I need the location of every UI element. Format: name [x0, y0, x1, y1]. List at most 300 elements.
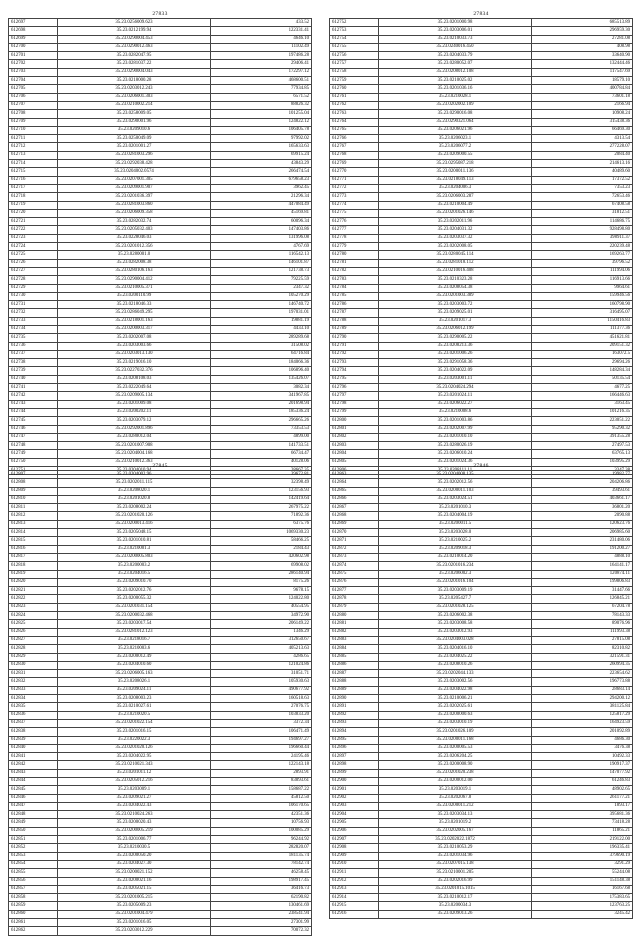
table-row	[330, 433, 633, 441]
row-id-cell: 612777	[330, 226, 379, 234]
row-id-cell: 612845	[9, 786, 58, 794]
table-block-4	[329, 462, 633, 919]
row-id-cell: 612791	[330, 342, 379, 350]
amount-cell: 7353.23	[532, 184, 633, 192]
table-row	[330, 284, 633, 292]
table-row	[330, 400, 633, 408]
row-id-cell: 612804	[330, 450, 379, 458]
amount-cell: 142419.64	[211, 495, 312, 503]
account-code-cell: 35.23.0200011.5	[379, 520, 532, 528]
account-code-cell: 35.23.0202002.109	[379, 101, 532, 109]
row-id-cell: 612878	[330, 595, 379, 603]
amount-cell: 39493.61	[532, 487, 633, 495]
amount-cell: 260994.35	[532, 661, 633, 669]
table-row	[9, 670, 312, 678]
amount-cell: 120874.11	[532, 570, 633, 578]
account-code-cell: 35.23.0218049.113	[379, 176, 532, 184]
amount-cell: 106405.78	[211, 126, 312, 134]
table-row	[9, 885, 312, 893]
account-code-cell: 35.23.0280012.04	[58, 433, 211, 441]
amount-cell: 4677.25	[532, 384, 633, 392]
row-id-cell: 612857	[9, 885, 58, 893]
row-id-cell: 612908	[330, 844, 379, 852]
amount-cell: 4646.10	[211, 35, 312, 43]
table-row	[330, 309, 633, 317]
row-id-cell: 612749	[9, 450, 58, 458]
account-code-cell: 35.23.0210027.61	[58, 703, 211, 711]
table-row	[9, 301, 312, 309]
row-id-cell: 612844	[9, 777, 58, 785]
amount-cell: 27301.99	[211, 919, 312, 927]
amount-cell: 4286.65	[211, 653, 312, 661]
table-row	[330, 570, 633, 578]
table-row	[9, 471, 312, 479]
account-code-cell: 35.23.0204004.168	[58, 450, 211, 458]
row-id-cell: 612726	[9, 259, 58, 267]
row-id-cell: 612776	[330, 218, 379, 226]
amount-cell: 277228.07	[532, 143, 633, 151]
row-id-cell: 612881	[330, 620, 379, 628]
row-id-cell: 612884	[330, 645, 379, 653]
account-code-cell: 35.23.0205427.7	[379, 595, 532, 603]
amount-cell: 132444.46	[532, 60, 633, 68]
amount-cell: 83893.61	[211, 777, 312, 785]
row-id-cell: 612761	[330, 93, 379, 101]
table-row	[330, 504, 633, 512]
amount-cell: 111993.38	[532, 628, 633, 636]
table-row	[330, 902, 633, 910]
row-id-cell: 612821	[9, 587, 58, 595]
account-code-cell: 35.23.0209010.70	[58, 578, 211, 586]
row-id-cell: 612802	[330, 433, 379, 441]
row-id-cell: 612766	[330, 135, 379, 143]
account-code-cell: 35.23.0206204.25	[379, 753, 532, 761]
row-id-cell: 612778	[330, 234, 379, 242]
account-code-cell: 35.23.0208026.1	[58, 678, 211, 686]
amount-cell: 6571.52	[211, 93, 312, 101]
amount-cell: 125817.29	[532, 711, 633, 719]
row-id-cell: 612907	[330, 836, 379, 844]
account-code-cell: 35.23.0201016.15	[58, 728, 211, 736]
row-id-cell: 612833	[9, 686, 58, 694]
amount-cell: 106471.49	[211, 728, 312, 736]
account-code-cell: 35.23.0204004.19	[379, 512, 532, 520]
table-row	[9, 877, 312, 885]
row-id-cell: 612847	[9, 802, 58, 810]
account-code-cell: 35.23.0208111.11	[379, 467, 532, 475]
row-id-cell: 612702	[9, 60, 58, 68]
amount-cell: 27076.75	[211, 703, 312, 711]
account-code-cell: 35.23.0201022.154	[58, 719, 211, 727]
table-row	[330, 670, 633, 678]
row-id-cell: 612909	[330, 852, 379, 860]
amount-cell: 3347.38	[532, 467, 633, 475]
table-row	[9, 317, 312, 325]
amount-cell: 123763.25	[532, 902, 633, 910]
account-code-cell: 35.23.0203002.56	[379, 678, 532, 686]
row-id-cell: 612699	[9, 35, 58, 43]
amount-cell: 67204.78	[532, 603, 633, 611]
table-row	[9, 259, 312, 267]
row-id-cell: 612810	[9, 495, 58, 503]
table-row	[330, 110, 633, 118]
amount-cell: 197486.28	[211, 52, 312, 60]
amount-cell: 214613.16	[532, 160, 633, 168]
table-row	[9, 910, 312, 918]
row-id-cell: 612899	[330, 769, 379, 777]
table-row	[330, 68, 633, 76]
account-code-cell: 35.23.0210030.5	[58, 844, 211, 852]
account-code-cell: 35.23.0201016.05	[58, 919, 211, 927]
table-row	[330, 537, 633, 545]
table-row	[9, 695, 312, 703]
amount-cell: 1150416.83	[532, 317, 633, 325]
row-id-cell: 612744	[9, 408, 58, 416]
account-code-cell: 35.23.0210012.17	[379, 894, 532, 902]
account-code-cell: 35.23.0205021.15	[58, 885, 211, 893]
account-code-cell: 35.23.0201036.397	[58, 193, 211, 201]
row-id-cell: 612839	[9, 736, 58, 744]
table-row	[9, 636, 312, 644]
account-code-cell: 35.23.0201012.356	[58, 243, 211, 251]
row-id-cell: 612739	[9, 367, 58, 375]
table-row	[9, 68, 312, 76]
amount-cell: 400784.84	[532, 85, 633, 93]
row-id-cell: 612750	[9, 458, 58, 466]
account-code-cell: 35.23.0203012.243	[58, 85, 211, 93]
table-row	[9, 753, 312, 761]
row-id-cell: 612860	[9, 910, 58, 918]
row-id-cell: 612855	[9, 869, 58, 877]
table-row	[9, 603, 312, 611]
row-id-cell: 612705	[9, 85, 58, 93]
table-row	[330, 325, 633, 333]
table-row	[330, 636, 633, 644]
row-id-cell: 612779	[330, 243, 379, 251]
amount-cell: 160518.63	[211, 695, 312, 703]
account-code-cell: 35.23.0200008.90	[379, 761, 532, 769]
amount-cell: 120623.76	[532, 520, 633, 528]
amount-cell: 185336.24	[211, 408, 312, 416]
table-row	[9, 27, 312, 35]
account-code-cell: 35.23.0204016.5	[58, 570, 211, 578]
table-row	[9, 442, 312, 450]
account-code-cell: 35.23.0206005.163	[58, 670, 211, 678]
account-code-cell: 35.23.0206002.38	[379, 612, 532, 620]
table-row	[330, 417, 633, 425]
account-code-cell: 35.23.0209000.55	[379, 151, 532, 159]
account-code-cell: 35.23.0201005.215	[58, 894, 211, 902]
table-row	[330, 736, 633, 744]
table-row	[330, 292, 633, 300]
amount-cell: 122143.18	[211, 761, 312, 769]
table-row	[330, 603, 633, 611]
amount-cell: 106896.40	[211, 367, 312, 375]
row-id-cell: 612765	[330, 126, 379, 134]
row-id-cell: 612808	[9, 479, 58, 487]
amount-cell: 199806.83	[532, 578, 633, 586]
account-code-cell: 35.23.0204022.95	[58, 753, 211, 761]
amount-cell: 10908.24	[532, 110, 633, 118]
row-id-cell: 612822	[9, 595, 58, 603]
amount-cell: 40489.60	[532, 168, 633, 176]
amount-cell: 2184.43	[211, 545, 312, 553]
account-code-cell: 35.23.0204025.22	[379, 653, 532, 661]
table-row	[9, 218, 312, 226]
account-code-cell: 35.23.0202012.56	[379, 479, 532, 487]
table-row	[330, 744, 633, 752]
amount-cell: 11102.49	[211, 43, 312, 51]
account-code-cell: 35.23.0200003.317	[58, 325, 211, 333]
account-code-cell: 35.23.0209018.3	[379, 545, 532, 553]
account-code-cell: 35.23.0200021.152	[58, 869, 211, 877]
row-id-cell: 612720	[9, 209, 58, 217]
account-code-cell: 35.23.0206021.96	[379, 126, 532, 134]
row-id-cell: 612887	[330, 670, 379, 678]
account-code-cell: 35.23.0202016.99	[379, 877, 532, 885]
table-row	[9, 160, 312, 168]
account-code-cell: 35.23.0209013.26	[379, 910, 532, 918]
row-id-cell: 612892	[330, 711, 379, 719]
amount-cell: 238541.94	[211, 910, 312, 918]
account-code-cell: 35.23.0206012.199	[379, 325, 532, 333]
table-row	[330, 209, 633, 217]
amount-cell: 204206.86	[532, 479, 633, 487]
table-row	[330, 529, 633, 537]
table-row	[330, 126, 633, 134]
row-id-cell: 612721	[9, 218, 58, 226]
amount-cell: 105270.29	[211, 292, 312, 300]
account-code-cell: 35.23.0205012.216	[58, 777, 211, 785]
table-row	[330, 678, 633, 686]
row-id-cell: 612869	[330, 520, 379, 528]
account-code-cell: 35.23.0210025.2	[379, 537, 532, 545]
account-code-cell: 35.23.0281037.22	[58, 60, 211, 68]
amount-cell: 197031.01	[211, 309, 312, 317]
row-id-cell: 612895	[330, 736, 379, 744]
row-id-cell: 612725	[9, 251, 58, 259]
account-code-cell: 35.23.0295087.218	[379, 160, 532, 168]
row-id-cell: 612713	[9, 151, 58, 159]
row-id-cell: 612849	[9, 819, 58, 827]
table-row	[9, 392, 312, 400]
row-id-cell: 612747	[9, 433, 58, 441]
account-code-cell: 35.23.0209021.27	[58, 794, 211, 802]
account-code-cell: 35.23.0290005.22	[379, 334, 532, 342]
amount-cell: 66734.47	[211, 450, 312, 458]
amount-cell: 63765.13	[532, 450, 633, 458]
table-row	[330, 118, 633, 126]
amount-cell: 296959.30	[532, 27, 633, 35]
amount-cell: 403661.17	[532, 495, 633, 503]
table-row	[9, 529, 312, 537]
account-code-cell: 35.23.0200110.99	[58, 292, 211, 300]
table-row	[330, 193, 633, 201]
table-row	[330, 869, 633, 877]
account-code-cell: 35.23.0204022.98	[379, 686, 532, 694]
row-id-cell: 612836	[9, 711, 58, 719]
table-row	[9, 869, 312, 877]
table-row	[330, 375, 633, 383]
amount-cell: 4313.54	[532, 135, 633, 143]
table-row	[330, 695, 633, 703]
row-id-cell: 612816	[9, 545, 58, 553]
account-code-cell: 35.23.0204010.94	[58, 467, 211, 475]
row-id-cell: 612880	[330, 612, 379, 620]
table-block-1	[8, 10, 312, 475]
row-id-cell: 612852	[9, 844, 58, 852]
row-id-cell: 612704	[9, 77, 58, 85]
row-id-cell: 612756	[330, 52, 379, 60]
amount-cell: 71892.36	[211, 512, 312, 520]
table-row	[9, 487, 312, 495]
row-id-cell: 612800	[330, 417, 379, 425]
amount-cell: 158687.22	[211, 786, 312, 794]
row-id-cell: 612748	[9, 442, 58, 450]
account-code-cell: 35.23.0206010.24	[379, 450, 532, 458]
row-id-cell: 612846	[9, 794, 58, 802]
row-id-cell: 612698	[9, 27, 58, 35]
row-id-cell: 612727	[9, 267, 58, 275]
amount-cell: 60096.34	[211, 218, 312, 226]
account-code-cell: 35.23.0200050.20	[58, 852, 211, 860]
account-code-cell: 35.23.0200021.16	[58, 877, 211, 885]
row-id-cell: 612858	[9, 894, 58, 902]
account-code-cell: 35.23.0202067.8	[379, 794, 532, 802]
account-code-cell: 35.23.0208002.24	[58, 504, 211, 512]
row-id-cell: 612838	[9, 728, 58, 736]
amount-cell: 123156.93	[211, 487, 312, 495]
table-row	[330, 860, 633, 868]
amount-cell: 9678.15	[211, 587, 312, 595]
row-id-cell: 612811	[9, 504, 58, 512]
row-id-cell: 612835	[9, 703, 58, 711]
row-id-cell: 612825	[9, 620, 58, 628]
account-code-cell: 35.23.0203019.1	[379, 786, 532, 794]
amount-cell: 175383.65	[532, 894, 633, 902]
account-code-cell: 35.23.0219016.10	[58, 359, 211, 367]
table-row	[9, 359, 312, 367]
amount-cell: 1893.17	[532, 802, 633, 810]
row-id-cell: 612841	[9, 753, 58, 761]
account-code-cell: 35.23.0204002.0574	[58, 168, 211, 176]
row-id-cell: 612823	[9, 603, 58, 611]
row-id-cell: 612793	[330, 359, 379, 367]
row-id-cell: 612767	[330, 143, 379, 151]
table-row	[9, 251, 312, 259]
table-row	[9, 417, 312, 425]
amount-cell: 296665.26	[211, 417, 312, 425]
table-row	[9, 284, 312, 292]
table-row	[330, 910, 633, 918]
table-row	[9, 201, 312, 209]
row-id-cell: 612874	[330, 562, 379, 570]
table-row	[330, 711, 633, 719]
account-code-cell: 35.23.0204031.32	[379, 226, 532, 234]
table-row	[330, 553, 633, 561]
row-id-cell: 612707	[9, 101, 58, 109]
row-id-cell: 612734	[9, 325, 58, 333]
amount-cell: 206149.22	[211, 620, 312, 628]
table-row	[9, 794, 312, 802]
amount-cell: 928498.80	[532, 226, 633, 234]
account-code-cell: 35.23.0210001.3	[58, 545, 211, 553]
row-id-cell: 612786	[330, 301, 379, 309]
account-code-cell: 35.23.0203008.58	[379, 620, 532, 628]
account-code-cell: 35.23.0203079.12	[58, 417, 211, 425]
table-row	[330, 317, 633, 325]
table-row	[9, 276, 312, 284]
table-row	[9, 35, 312, 43]
amount-cell: 38667.35	[211, 467, 312, 475]
account-code-cell: 35.23.0204033.79	[379, 52, 532, 60]
account-code-cell: 35.23.0218016.7	[58, 636, 211, 644]
row-id-cell: 612753	[330, 27, 379, 35]
row-id-cell: 612759	[330, 77, 379, 85]
table-row	[330, 301, 633, 309]
table-row	[330, 512, 633, 520]
table-row	[330, 93, 633, 101]
amount-cell: 95290.32	[532, 425, 633, 433]
amount-cell: 679658.23	[211, 176, 312, 184]
account-code-cell: 35.23.0250049.09	[58, 135, 211, 143]
account-code-cell: 35.23.0201026.146	[379, 209, 532, 217]
amount-cell: 9964.61	[532, 284, 633, 292]
table-row	[9, 110, 312, 118]
account-code-cell: 35.23.0203012.229	[58, 927, 211, 935]
row-id-cell: 612743	[9, 400, 58, 408]
table-row	[9, 553, 312, 561]
amount-cell: 66469.30	[532, 126, 633, 134]
amount-cell: 312650.67	[211, 636, 312, 644]
row-id-cell: 612770	[330, 168, 379, 176]
table-row	[330, 620, 633, 628]
account-code-cell: 35.23.0203003.66	[58, 342, 211, 350]
amount-cell: 27815.08	[532, 636, 633, 644]
amount-cell: 34972.90	[211, 612, 312, 620]
account-code-cell: 35.23.0200005.53	[379, 744, 532, 752]
table-row	[9, 678, 312, 686]
amount-cell: 73353.53	[211, 425, 312, 433]
table-row	[9, 151, 312, 159]
account-code-cell: 35.23.0210020.5	[58, 711, 211, 719]
amount-cell: 106170.65	[211, 802, 312, 810]
table-row	[330, 19, 633, 27]
table-row	[9, 85, 312, 93]
amount-cell: 100085.29	[211, 827, 312, 835]
amount-cell: 131996.08	[211, 234, 312, 242]
table-row	[330, 777, 633, 785]
account-code-cell: 35.23.0201036.16	[379, 85, 532, 93]
amount-cell: 40554.95	[211, 603, 312, 611]
table-row	[330, 52, 633, 60]
amount-cell: 40128.06	[211, 458, 312, 466]
amount-cell: 124022.80	[211, 595, 312, 603]
amount-cell: 3476.38	[532, 744, 633, 752]
table-row	[9, 334, 312, 342]
amount-cell: 201698.94	[211, 400, 312, 408]
row-id-cell: 612769	[330, 160, 379, 168]
table-row	[9, 512, 312, 520]
amount-cell: 206985.60	[532, 529, 633, 537]
row-id-cell: 612794	[330, 367, 379, 375]
account-code-cell: 35.23.0286049.295	[58, 309, 211, 317]
row-id-cell: 612722	[9, 226, 58, 234]
row-id-cell: 612819	[9, 570, 58, 578]
row-id-cell: 612827	[9, 636, 58, 644]
account-code-cell: 35.23.0204022.43	[58, 802, 211, 810]
row-id-cell: 612882	[330, 628, 379, 636]
